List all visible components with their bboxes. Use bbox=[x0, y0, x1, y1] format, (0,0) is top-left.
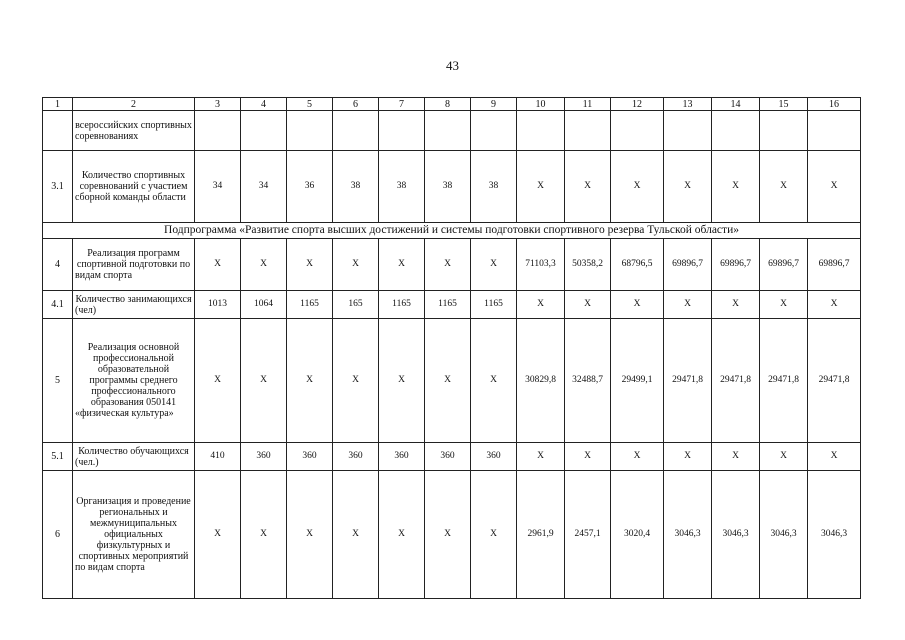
value-cell: 2457,1 bbox=[565, 471, 611, 599]
value-cell: 50358,2 bbox=[565, 239, 611, 291]
column-header: 6 bbox=[333, 98, 379, 111]
row-number: 4 bbox=[43, 239, 73, 291]
value-cell: X bbox=[471, 319, 517, 443]
value-cell: X bbox=[241, 319, 287, 443]
value-cell: 360 bbox=[379, 443, 425, 471]
value-cell bbox=[287, 111, 333, 151]
table-header-row bbox=[43, 98, 861, 111]
row-description: Количество обучающихся (чел.) bbox=[73, 443, 195, 471]
value-cell: 1013 bbox=[195, 291, 241, 319]
column-header: 4 bbox=[241, 98, 287, 111]
value-cell: X bbox=[425, 239, 471, 291]
column-header: 15 bbox=[760, 98, 808, 111]
column-header: 8 bbox=[425, 98, 471, 111]
value-cell: X bbox=[333, 319, 379, 443]
value-cell: 38 bbox=[379, 151, 425, 223]
value-cell: 29499,1 bbox=[611, 319, 664, 443]
row-description: Количество спортивных соревнований с участием сборной команды области bbox=[73, 151, 195, 223]
value-cell: 165 bbox=[333, 291, 379, 319]
value-cell: X bbox=[195, 471, 241, 599]
value-cell: 69896,7 bbox=[664, 239, 712, 291]
value-cell: 34 bbox=[195, 151, 241, 223]
value-cell: X bbox=[195, 239, 241, 291]
value-cell: X bbox=[760, 443, 808, 471]
value-cell: 3020,4 bbox=[611, 471, 664, 599]
value-cell: 29471,8 bbox=[808, 319, 861, 443]
value-cell: X bbox=[611, 151, 664, 223]
subprogram-heading-row bbox=[43, 223, 861, 239]
row-number bbox=[43, 111, 73, 151]
value-cell: X bbox=[517, 443, 565, 471]
value-cell bbox=[195, 111, 241, 151]
value-cell: 410 bbox=[195, 443, 241, 471]
value-cell: 360 bbox=[471, 443, 517, 471]
value-cell: 71103,3 bbox=[517, 239, 565, 291]
value-cell: X bbox=[808, 151, 861, 223]
value-cell: X bbox=[471, 471, 517, 599]
column-header: 7 bbox=[379, 98, 425, 111]
value-cell: 1064 bbox=[241, 291, 287, 319]
value-cell: X bbox=[712, 291, 760, 319]
row-number: 6 bbox=[43, 471, 73, 599]
value-cell: X bbox=[664, 151, 712, 223]
column-header: 12 bbox=[611, 98, 664, 111]
value-cell: X bbox=[425, 319, 471, 443]
page-number: 43 bbox=[446, 58, 459, 73]
row-description: Количество занимающихся (чел) bbox=[73, 291, 195, 319]
value-cell: X bbox=[379, 319, 425, 443]
value-cell: X bbox=[664, 443, 712, 471]
row-description: Реализация основной профессиональной образовательной программы среднего профессионального образования 050141 «физическая культура» bbox=[73, 319, 195, 443]
value-cell: X bbox=[611, 291, 664, 319]
table-row bbox=[43, 239, 861, 291]
value-cell: X bbox=[808, 291, 861, 319]
value-cell: 360 bbox=[287, 443, 333, 471]
value-cell: 30829,8 bbox=[517, 319, 565, 443]
subprogram-heading: Подпрограмма «Развитие спорта высших достижений и системы подготовки спортивного резерва Тульской области» bbox=[43, 223, 861, 239]
table-row bbox=[43, 111, 861, 151]
value-cell: X bbox=[517, 151, 565, 223]
table-row bbox=[43, 151, 861, 223]
column-header: 2 bbox=[73, 98, 195, 111]
table-row bbox=[43, 471, 861, 599]
table-row bbox=[43, 291, 861, 319]
row-number: 5 bbox=[43, 319, 73, 443]
column-header: 11 bbox=[565, 98, 611, 111]
value-cell: X bbox=[379, 239, 425, 291]
value-cell: 3046,3 bbox=[664, 471, 712, 599]
value-cell: X bbox=[425, 471, 471, 599]
value-cell: 360 bbox=[333, 443, 379, 471]
value-cell: 36 bbox=[287, 151, 333, 223]
value-cell: 34 bbox=[241, 151, 287, 223]
row-number: 5.1 bbox=[43, 443, 73, 471]
value-cell: 1165 bbox=[287, 291, 333, 319]
value-cell: 69896,7 bbox=[760, 239, 808, 291]
value-cell: X bbox=[760, 151, 808, 223]
row-description: всероссийских спортивных соревнованиях bbox=[73, 111, 195, 151]
value-cell: 32488,7 bbox=[565, 319, 611, 443]
value-cell: X bbox=[287, 239, 333, 291]
value-cell: X bbox=[241, 471, 287, 599]
value-cell: 29471,8 bbox=[760, 319, 808, 443]
value-cell: X bbox=[565, 291, 611, 319]
value-cell: 360 bbox=[241, 443, 287, 471]
value-cell: 3046,3 bbox=[808, 471, 861, 599]
value-cell: X bbox=[287, 471, 333, 599]
data-table bbox=[42, 97, 861, 599]
value-cell: 69896,7 bbox=[712, 239, 760, 291]
value-cell: 1165 bbox=[379, 291, 425, 319]
value-cell: X bbox=[712, 443, 760, 471]
column-header: 3 bbox=[195, 98, 241, 111]
column-header: 13 bbox=[664, 98, 712, 111]
value-cell bbox=[808, 111, 861, 151]
value-cell bbox=[379, 111, 425, 151]
column-header: 10 bbox=[517, 98, 565, 111]
value-cell: X bbox=[471, 239, 517, 291]
value-cell bbox=[517, 111, 565, 151]
value-cell: 69896,7 bbox=[808, 239, 861, 291]
value-cell bbox=[664, 111, 712, 151]
value-cell: X bbox=[565, 151, 611, 223]
row-number: 4.1 bbox=[43, 291, 73, 319]
value-cell: 68796,5 bbox=[611, 239, 664, 291]
column-header: 16 bbox=[808, 98, 861, 111]
value-cell: X bbox=[712, 151, 760, 223]
value-cell: 1165 bbox=[471, 291, 517, 319]
value-cell: X bbox=[760, 291, 808, 319]
value-cell: X bbox=[333, 239, 379, 291]
value-cell bbox=[760, 111, 808, 151]
column-header: 5 bbox=[287, 98, 333, 111]
value-cell: 29471,8 bbox=[664, 319, 712, 443]
value-cell: 29471,8 bbox=[712, 319, 760, 443]
table-row bbox=[43, 319, 861, 443]
value-cell: 2961,9 bbox=[517, 471, 565, 599]
table-row bbox=[43, 443, 861, 471]
value-cell: 1165 bbox=[425, 291, 471, 319]
value-cell bbox=[333, 111, 379, 151]
column-header: 14 bbox=[712, 98, 760, 111]
value-cell: 3046,3 bbox=[712, 471, 760, 599]
value-cell bbox=[712, 111, 760, 151]
value-cell: X bbox=[241, 239, 287, 291]
value-cell: X bbox=[664, 291, 712, 319]
row-description: Организация и проведение региональных и межмуниципальных официальных физкультурных и спортивных мероприятий по видам спорта bbox=[73, 471, 195, 599]
value-cell: 38 bbox=[333, 151, 379, 223]
value-cell: X bbox=[517, 291, 565, 319]
value-cell: 38 bbox=[471, 151, 517, 223]
column-header: 1 bbox=[43, 98, 73, 111]
row-description: Реализация программ спортивной подготовки по видам спорта bbox=[73, 239, 195, 291]
value-cell bbox=[241, 111, 287, 151]
value-cell: X bbox=[611, 443, 664, 471]
value-cell: X bbox=[287, 319, 333, 443]
value-cell bbox=[611, 111, 664, 151]
value-cell: X bbox=[379, 471, 425, 599]
value-cell: 38 bbox=[425, 151, 471, 223]
value-cell: X bbox=[333, 471, 379, 599]
value-cell: 360 bbox=[425, 443, 471, 471]
value-cell: X bbox=[565, 443, 611, 471]
column-header: 9 bbox=[471, 98, 517, 111]
value-cell bbox=[425, 111, 471, 151]
value-cell bbox=[471, 111, 517, 151]
row-number: 3.1 bbox=[43, 151, 73, 223]
value-cell: 3046,3 bbox=[760, 471, 808, 599]
value-cell bbox=[565, 111, 611, 151]
value-cell: X bbox=[195, 319, 241, 443]
value-cell: X bbox=[808, 443, 861, 471]
